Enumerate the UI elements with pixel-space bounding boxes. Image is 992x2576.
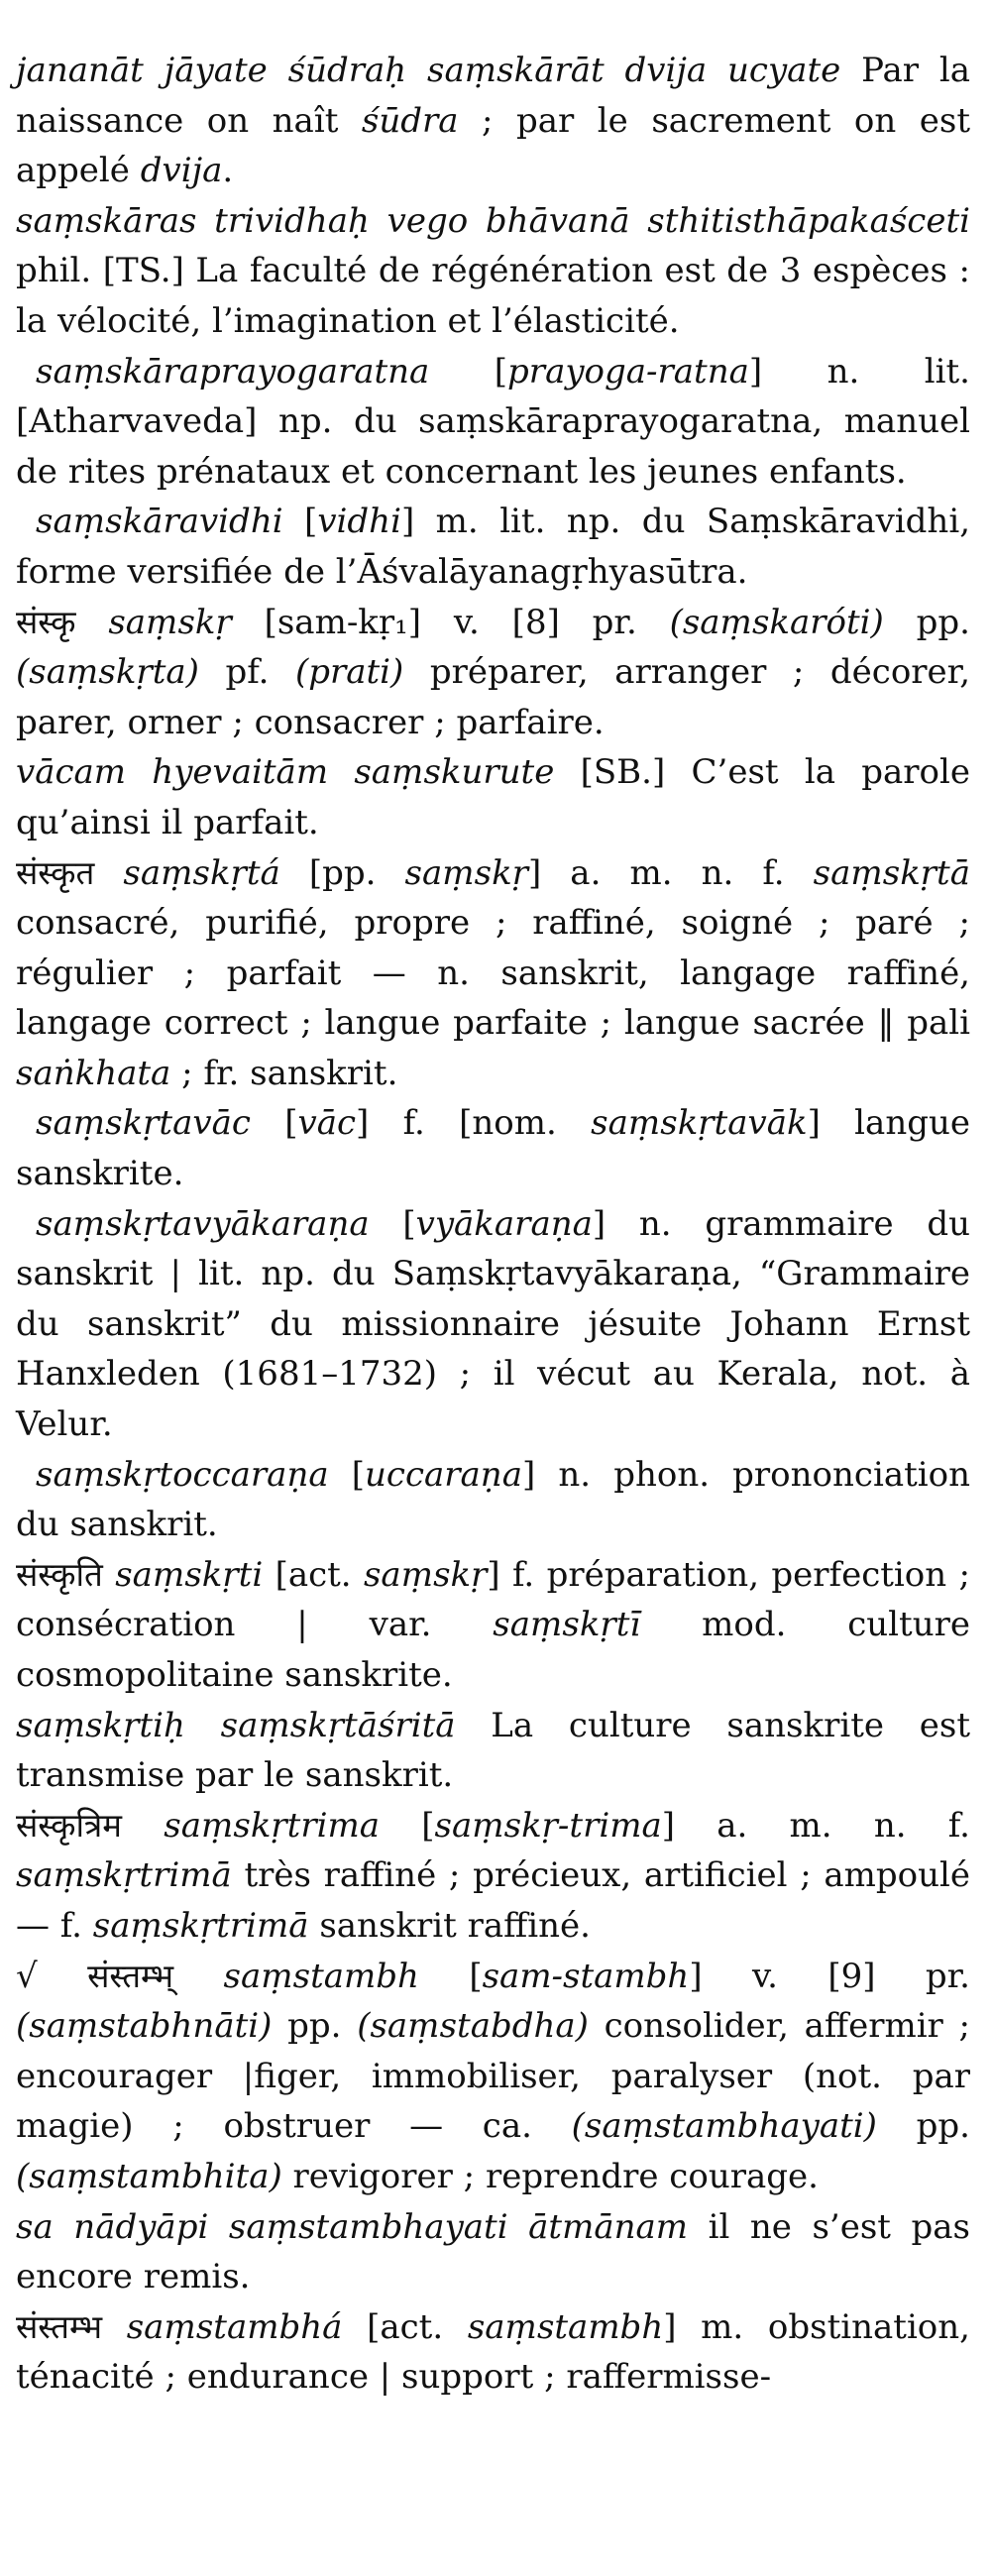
definition-text: [: [418, 1956, 483, 1996]
definition-text: [122, 1806, 164, 1846]
sanskrit-term: vidhi: [317, 502, 401, 542]
sanskrit-term: saṅkhata: [16, 1053, 171, 1093]
root-sign: √: [16, 1956, 38, 1996]
definition-text: pp.: [272, 2006, 358, 2047]
sanskrit-term: saṃskṛtrimā: [16, 1855, 232, 1896]
definition-text: ; par le sacrement on est appelé: [16, 100, 971, 191]
sanskrit-term: saṃskṛtrima: [164, 1805, 380, 1846]
definition-text: [SB.] C’est la parole qu’ainsi il parfait.: [16, 752, 970, 842]
definition-text: pf.: [198, 652, 295, 693]
sanskrit-term: jananāt jāyate śūdraḥ saṃskārāt dvija ucyate: [16, 51, 841, 90]
definition-text: [: [429, 351, 508, 392]
definition-text: sanskrit raffiné.: [308, 1905, 591, 1946]
definition-text: ] a. m. n. f.: [661, 1805, 970, 1846]
sanskrit-term: saṃskṛtavyākaraṇa: [36, 1203, 370, 1244]
sanskrit-term: vācam hyevaitām saṃskurute: [16, 752, 555, 793]
definition-text: .: [222, 151, 234, 191]
definition-text: [act.: [263, 1554, 364, 1595]
definition-text: revigorer ; reprendre courage.: [281, 2156, 819, 2196]
headword-entry-5: [16, 598, 970, 748]
headword-entry-13: [16, 1801, 970, 1952]
definition-text: pp.: [883, 602, 970, 642]
headword-entry-16: [16, 2302, 970, 2403]
sanskrit-term: saṃskṛ: [363, 1554, 488, 1595]
headword-entry-7: [16, 848, 970, 1099]
sanskrit-term: (saṃskaróti): [669, 602, 884, 642]
definition-text: ] f. préparation, perfection ; consécration | var.: [16, 1554, 970, 1645]
sanskrit-term: saṃskṛtrimā: [92, 1905, 309, 1946]
sanskrit-term: śūdra: [361, 100, 459, 141]
sanskrit-term: (prati): [294, 652, 404, 693]
devanagari-headword: संस्तम्भ: [16, 2306, 103, 2346]
sanskrit-term: saṃskāravidhi: [36, 502, 283, 542]
definition-text: phil. [TS.] La faculté de régénération est de 3 espèces : la vélocité, l’imagination et l’élasticité.: [16, 251, 970, 341]
sanskrit-term: saṃstambh: [467, 2306, 664, 2347]
definition-text: il ne s’est pas encore remis.: [16, 2206, 971, 2297]
example-sentence-6: [16, 747, 970, 847]
definition-text: [: [379, 1805, 435, 1846]
sanskrit-term: (saṃskṛta): [16, 652, 199, 693]
definition-text: [94, 853, 123, 893]
sanskrit-term: saṃskṛtavāk: [591, 1103, 808, 1144]
sanskrit-term: prayoga-ratna: [507, 351, 749, 392]
sanskrit-term: saṃskṛtá: [123, 852, 280, 893]
definition-text: consolider, affermir ; encourager |figer, immobiliser, paralyser (not. par magie) ; obstruer — ca.: [16, 2006, 970, 2147]
sanskrit-term: (saṃstabhnāti): [16, 2006, 273, 2047]
definition-text: [103, 1555, 115, 1595]
headword-entry-14: [16, 1952, 970, 2202]
definition-text: mod. culture cosmopolitaine sanskrite.: [16, 1605, 970, 1695]
sanskrit-term: uccaraṇa: [365, 1454, 522, 1495]
subentry-4: [16, 497, 970, 597]
sanskrit-term: saṃskṛtiḥ saṃskṛtāśritā: [16, 1705, 456, 1745]
example-sentence-1: [16, 46, 970, 196]
definition-text: ] n. phon. prononciation du sanskrit.: [16, 1454, 971, 1545]
sanskrit-term: saṃskṛtā: [813, 852, 970, 893]
definition-text: ] m. obstination, ténacité ; endurance | support ; raffermisse-: [16, 2306, 970, 2398]
definition-text: [pp.: [279, 852, 405, 893]
sanskrit-term: (saṃstabdha): [357, 2006, 589, 2047]
definition-text: [act.: [342, 2306, 468, 2347]
definition-text: ] m. lit. np. du Saṃskāravidhi, forme versifiée de l’Āśvalāyanagṛhyasūtra.: [16, 502, 970, 592]
definition-text: préparer, arranger ; décorer, parer, orner ; consacrer ; parfaire.: [16, 652, 970, 742]
sanskrit-term: vyākaraṇa: [415, 1203, 593, 1244]
headword-entry-11: [16, 1550, 970, 1701]
definition-text: ] v. [9] pr.: [689, 1956, 970, 1996]
definition-text: [76, 603, 109, 642]
definition-text: très raffiné ; précieux, artificiel ; ampoulé — f.: [16, 1855, 970, 1946]
sanskrit-term: saṃskṛ-trima: [434, 1805, 662, 1846]
subentry-9: [16, 1199, 970, 1450]
sanskrit-term: vāc: [297, 1103, 357, 1144]
sanskrit-term: sa nādyāpi saṃstambhayati ātmānam: [16, 2206, 689, 2247]
sanskrit-term: dvija: [140, 151, 223, 191]
sanskrit-term: saṃstambh: [223, 1956, 419, 1996]
sanskrit-term: (saṃstambhayati): [571, 2106, 877, 2147]
sanskrit-term: (saṃstambhita): [16, 2156, 282, 2196]
definition-text: [38, 1957, 87, 1996]
definition-text: Par la naissance on naît: [16, 51, 970, 141]
definition-text: [173, 1957, 223, 1996]
subentry-10: [16, 1450, 970, 1550]
example-sentence-12: [16, 1701, 970, 1801]
sanskrit-term: saṃskṛtavāc: [36, 1103, 251, 1144]
sanskrit-term: saṃskṛtī: [493, 1605, 641, 1645]
definition-text: [: [282, 502, 318, 542]
definition-text: [sam-kṛ₁] v. [8] pr.: [231, 602, 670, 642]
definition-text: pp.: [876, 2106, 970, 2147]
devanagari-headword: संस्कृति: [16, 1554, 103, 1594]
definition-text: consacré, purifié, propre ; raffiné, soigné ; paré ; régulier ; parfait — n. sanskrit, langage raffiné, langage correct ; langue parfaite ; langue sacrée ‖ pali: [16, 903, 970, 1044]
sanskrit-term: saṃskāras trividhaḥ vego bhāvanā sthitisthāpakaśceti: [16, 200, 970, 241]
example-sentence-2: [16, 196, 970, 347]
definition-text: ] langue sanskrite.: [16, 1103, 970, 1194]
definition-text: ] f. [nom.: [356, 1103, 592, 1144]
sanskrit-term: saṃskāraprayogaratna: [36, 351, 430, 392]
subentry-3: [16, 347, 970, 498]
definition-text: [102, 2307, 127, 2347]
definition-text: [: [369, 1203, 416, 1244]
subentry-8: [16, 1098, 970, 1198]
definition-text: ; fr. sanskrit.: [170, 1053, 398, 1093]
sanskrit-term: saṃskṛ: [108, 602, 232, 642]
definition-text: ] n. grammaire du sanskrit | lit. np. du Saṃskṛtavyākaraṇa, “Grammaire du sanskrit” du missionnaire jésuite Johann Ernst Hanxleden (1681–1732) ; il vécut au Kerala, not. à Velur.: [16, 1203, 970, 1445]
devanagari-headword: संस्कृ: [16, 602, 76, 641]
definition-text: La culture sanskrite est transmise par le sanskrit.: [16, 1705, 971, 1796]
definition-text: [: [250, 1103, 298, 1144]
devanagari-headword: संस्कृत्रिम: [16, 1805, 122, 1845]
sanskrit-term: saṃskṛti: [115, 1554, 264, 1595]
definition-text: ] n. lit. [Atharvaveda] np. du saṃskāraprayogaratna, manuel de rites prénataux et concernant les jeunes enfants.: [16, 351, 970, 492]
sanskrit-term: saṃskṛ: [404, 852, 528, 893]
definition-text: ] a. m. n. f.: [527, 852, 814, 893]
devanagari-headword: संस्कृत: [16, 852, 95, 892]
devanagari-headword: संस्तम्भ्: [87, 1956, 174, 1995]
example-sentence-15: [16, 2202, 970, 2302]
sanskrit-term: saṃskṛtoccaraṇa: [36, 1454, 329, 1495]
sanskrit-term: saṃstambhá: [126, 2306, 343, 2347]
sanskrit-term: sam-stambh: [482, 1956, 690, 1996]
definition-text: [: [328, 1454, 366, 1495]
